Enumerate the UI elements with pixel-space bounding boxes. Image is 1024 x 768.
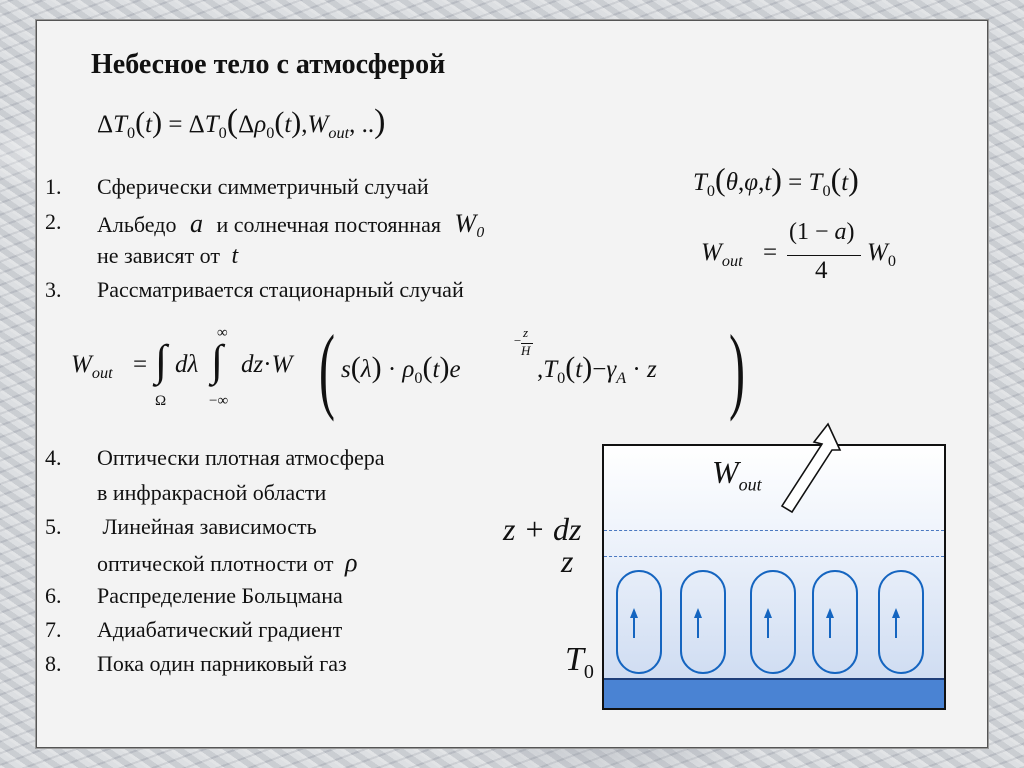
convection-loop bbox=[878, 570, 924, 674]
planet-surface bbox=[604, 678, 944, 708]
list-item-text: и солнечная постоянная bbox=[216, 212, 441, 237]
list-item-text: Альбедо bbox=[97, 212, 177, 237]
arrow-up-icon bbox=[826, 608, 834, 618]
z-dz-label: z + dz bbox=[503, 511, 582, 547]
convection-loop bbox=[680, 570, 726, 674]
convection-loop bbox=[750, 570, 796, 674]
integral-sign: ∫ bbox=[155, 336, 168, 385]
slide-title: Небесное тело с атмосферой bbox=[91, 49, 446, 80]
arrow-up-icon bbox=[764, 608, 772, 618]
integral-equation: $W_{out}$ = ∫ Ω dλ ∫ ∞ −∞ dz·W ( $s(\lambda) \cdot \rho_0(t)e$ − z H $,T_0(t)-\gamma_A \cdot z$ ) bbox=[71, 315, 745, 422]
z-label: z bbox=[561, 543, 574, 579]
temperature-equation: $T_0(\theta,\varphi,t) = T_0(t)$ bbox=[693, 161, 859, 200]
outgoing-radiation-arrow-icon bbox=[770, 420, 850, 520]
slide-panel: Небесное тело с атмосферой $\Delta T_0(t) = \Delta T_0(\Delta\rho_0(t),W_{out}$, ..) 1. Сферически симметричный случай 2. Альбедо a и солнечная постоянная W₀ не зависят от t 3. Рассматривается стационарный случай $T_0(\theta,\varphi,t) = T_0(t)$ $W_{out}$ = (1 − a) 4 $W_0$ $W_{out}$ = ∫ Ω dλ ∫ ∞ −∞ dz·W ( $s(\lambda) \cdot \rho_0(t)e$ − z H $,T_0(t)-\gamma_A \cdot z$ ) 4. Оптически плотная атмосфера в инфракрасной области 5. Линейная зависимость оптической плотности от ρ 6. Распределение Больцмана 7. Адиабатический градиент 8. Пока один парниковый газ z + dz z $T_0$ bbox=[36, 20, 988, 748]
density-symbol: ρ bbox=[345, 548, 358, 577]
main-dependency-equation: $\Delta T_0(t) = \Delta T_0(\Delta\rho_0(t),W_{out}$, ..) bbox=[97, 103, 386, 142]
w-out-equation: $W_{out}$ = (1 − a) 4 $W_0$ bbox=[701, 219, 896, 284]
list-item-text: оптической плотности от bbox=[97, 551, 334, 576]
albedo-symbol: a bbox=[189, 209, 203, 238]
list-item-text: не зависят от bbox=[97, 243, 220, 268]
convection-loop bbox=[616, 570, 662, 674]
w-out-diagram-label: $W_{out}$ bbox=[712, 454, 762, 495]
z-level-line bbox=[604, 556, 944, 557]
arrow-up-icon bbox=[694, 608, 702, 618]
time-symbol: t bbox=[231, 243, 239, 269]
z-dz-level-line bbox=[604, 530, 944, 531]
arrow-up-icon bbox=[630, 608, 638, 618]
t0-label: $T_0$ bbox=[565, 641, 594, 683]
integral-sign: ∫ bbox=[211, 336, 224, 385]
fraction-bar bbox=[787, 255, 861, 256]
solar-constant-symbol: W₀ bbox=[454, 209, 486, 238]
arrow-up-icon bbox=[892, 608, 900, 618]
convection-loop bbox=[812, 570, 858, 674]
